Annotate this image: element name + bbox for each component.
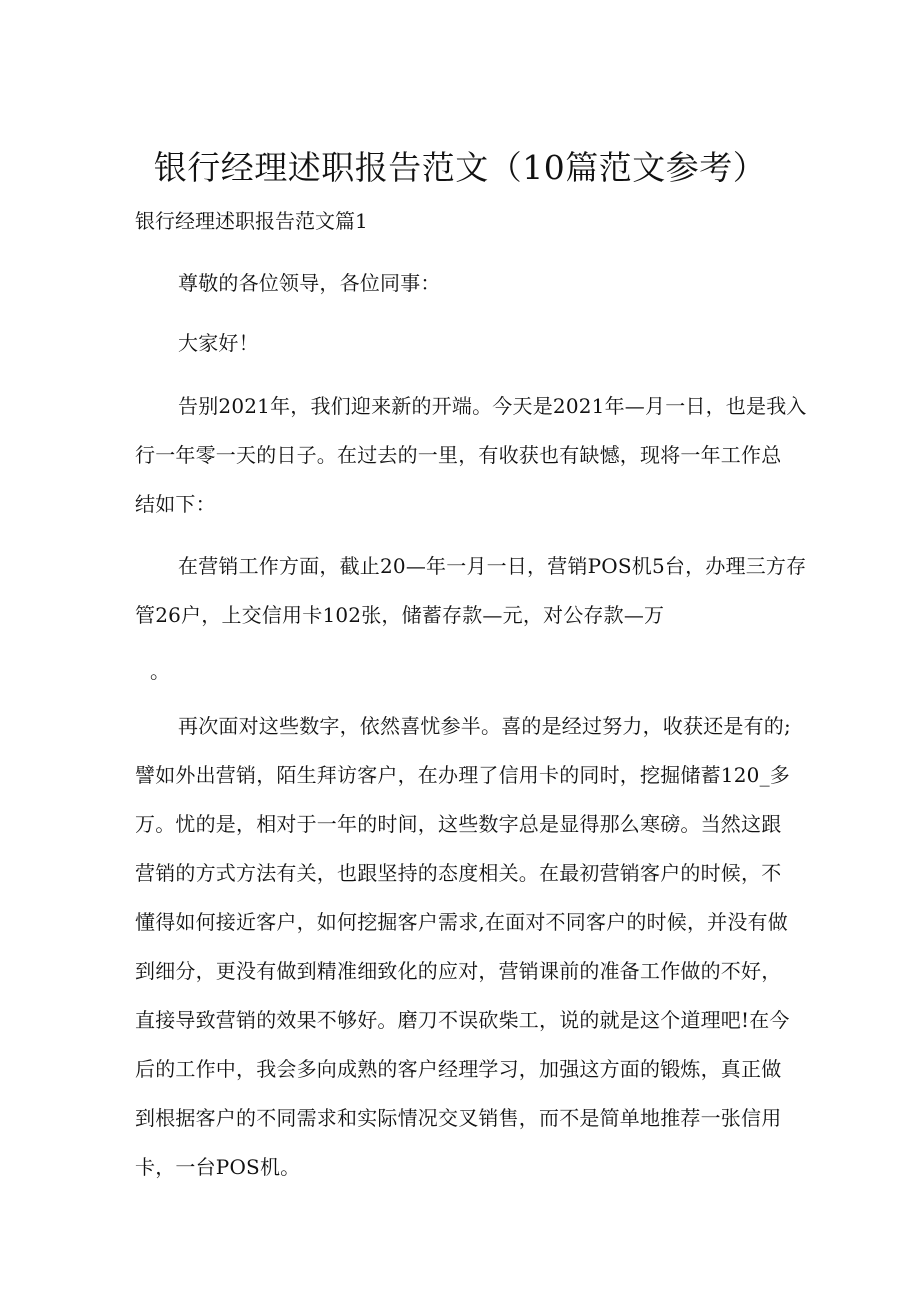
section-heading: 银行经理述职报告范文篇1 <box>135 209 368 233</box>
paragraph-line: 卡，一台POS机。 <box>135 1155 301 1179</box>
paragraph-line: 直接导致营销的效果不够好。磨刀不误砍柴工，说的就是这个道理吧!在今 <box>135 1008 790 1032</box>
paragraph-line: 到细分，更没有做到精准细致化的应对，营销课前的准备工作做的不好， <box>135 959 782 983</box>
paragraph-line: 。 <box>150 659 171 683</box>
paragraph-line: 到根据客户的不同需求和实际情况交叉销售，而不是简单地推荐一张信用 <box>135 1106 782 1130</box>
greeting-line: 尊敬的各位领导，各位同事： <box>178 271 441 295</box>
paragraph-line: 譬如外出营销，陌生拜访客户，在办理了信用卡的同时，挖掘储蓄120_多 <box>135 763 790 787</box>
paragraph-line: 在营销工作方面，截止20—年一月一日，营销POS机5台，办理三方存 <box>178 554 807 578</box>
paragraph-line: 管26户，上交信用卡102张，储蓄存款—元，对公存款—万 <box>135 603 665 627</box>
paragraph-line: 后的工作中，我会多向成熟的客户经理学习，加强这方面的锻炼，真正做 <box>135 1057 782 1081</box>
salutation-line: 大家好！ <box>178 331 259 355</box>
paragraph-line: 懂得如何接近客户，如何挖掘客户需求,在面对不同客户的时候，并没有做 <box>135 910 788 934</box>
paragraph-line: 告别2021年，我们迎来新的开端。今天是2021年—月一日，也是我入 <box>178 394 807 418</box>
paragraph-line: 再次面对这些数字，依然喜忧参半。喜的是经过努力，收获还是有的; <box>178 714 791 738</box>
document-title: 银行经理述职报告范文（10篇范文参考） <box>153 148 767 187</box>
paragraph-line: 万。忧的是，相对于一年的时间，这些数字总是显得那么寒磅。当然这跟 <box>135 812 782 836</box>
paragraph-line: 结如下： <box>135 492 216 516</box>
paragraph-line: 行一年零一天的日子。在过去的一里，有收获也有缺憾，现将一年工作总 <box>135 443 782 467</box>
paragraph-line: 营销的方式方法有关，也跟坚持的态度相关。在最初营销客户的时候，不 <box>135 861 782 885</box>
